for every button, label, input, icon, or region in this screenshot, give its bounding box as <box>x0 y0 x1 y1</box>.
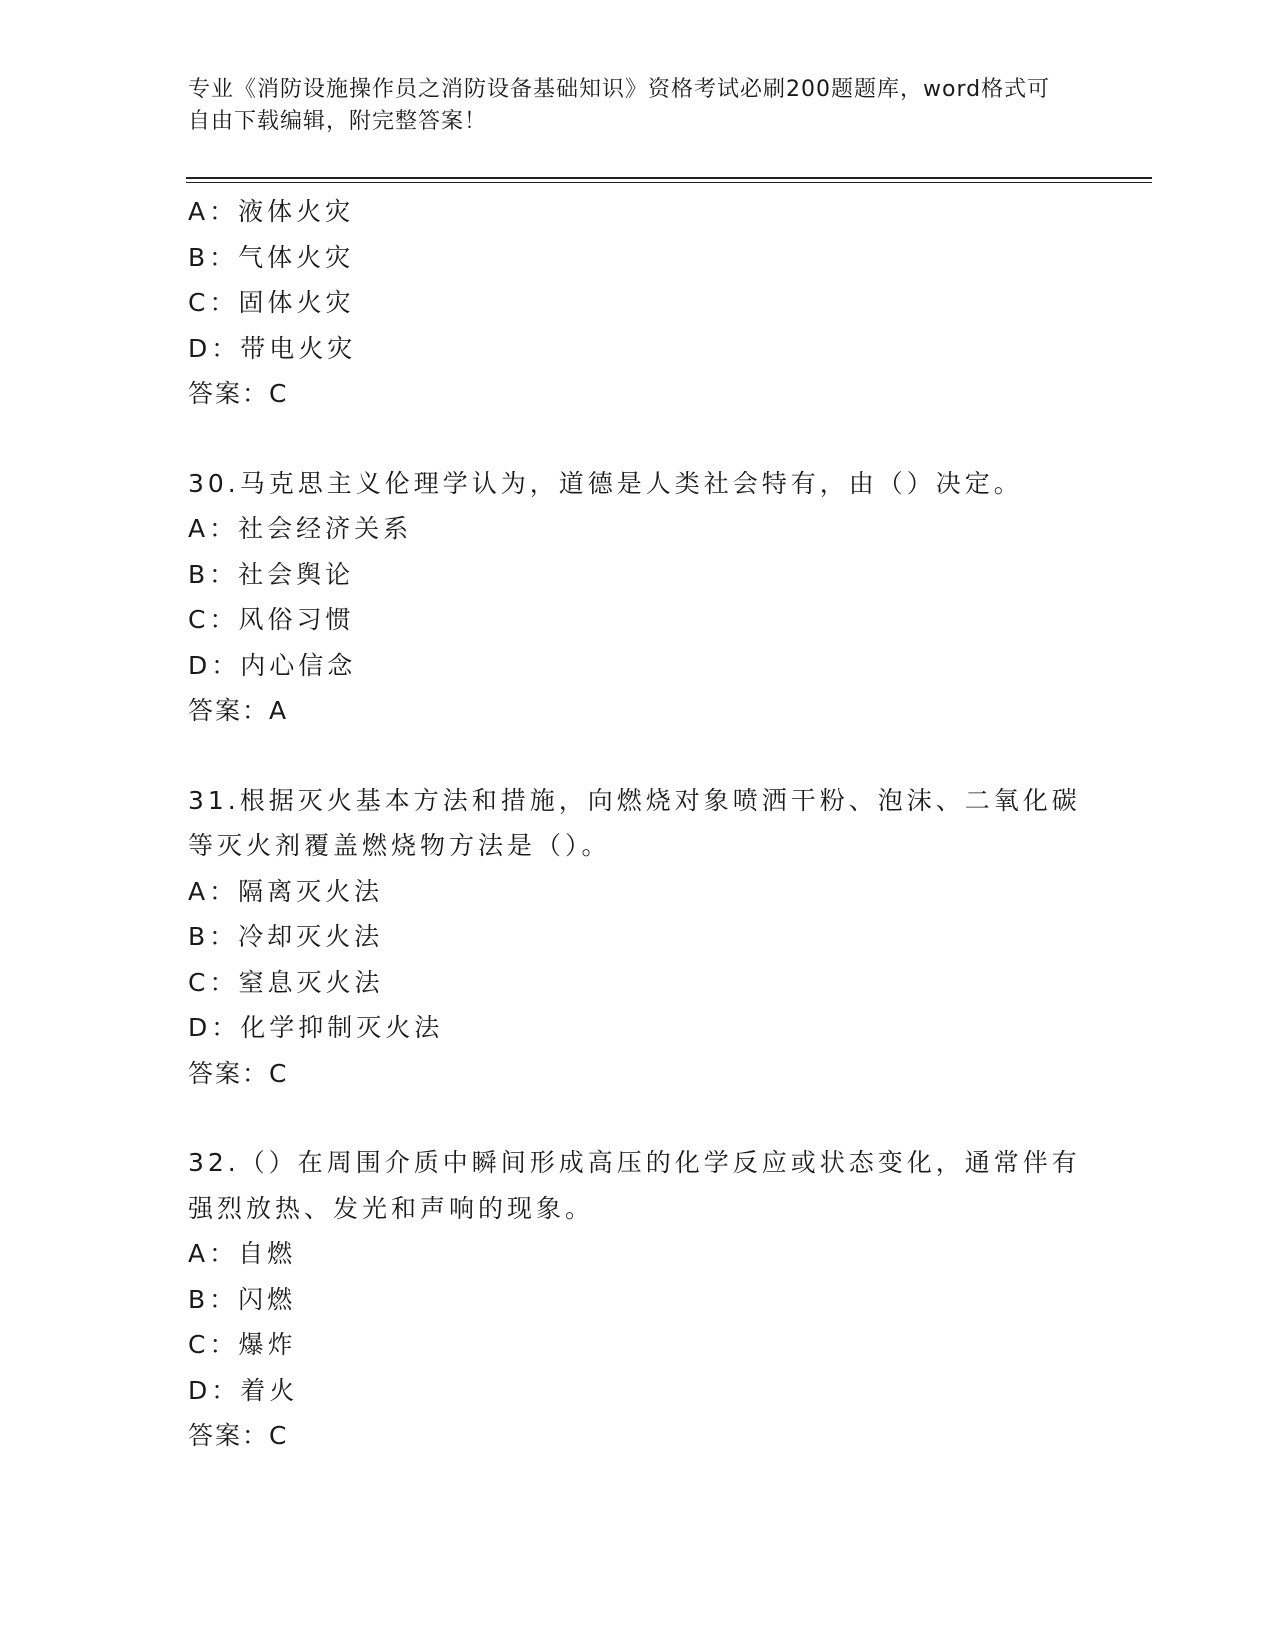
header-rule-thin <box>186 182 1152 183</box>
option-c: C：风俗习惯 <box>188 605 355 634</box>
option-b: B：闪燃 <box>188 1284 297 1314</box>
question-text: 30.马克思主义伦理学认为，道德是人类社会特有，由（）决定。 <box>188 468 1023 498</box>
answer: 答案：C <box>188 379 289 408</box>
question-32 <box>188 1140 1088 1459</box>
question-list <box>188 189 1088 1459</box>
option-a: A：液体火灾 <box>188 197 355 226</box>
document-header: 专业《消防设施操作员之消防设备基础知识》资格考试必刷200题题库，word格式可自由下载编辑，附完整答案！ <box>188 77 1051 134</box>
answer: 答案：C <box>188 1421 289 1450</box>
question-text: 31.根据灭火基本方法和措施，向燃烧对象喷洒干粉、泡沫、二氧化碳等灭火剂覆盖燃烧物方法是（）。 <box>188 785 1081 860</box>
option-b: B：冷却灭火法 <box>188 922 384 951</box>
option-c: C：窒息灭火法 <box>188 967 384 997</box>
header-rule-thick <box>186 177 1152 179</box>
question-31 <box>188 778 1088 1097</box>
option-d: D：化学抑制灭火法 <box>188 1013 444 1042</box>
answer: 答案：C <box>188 1058 289 1088</box>
option-a: A：隔离灭火法 <box>188 876 384 906</box>
option-b: B：社会舆论 <box>188 559 355 589</box>
question-text: 32.（）在周围介质中瞬间形成高压的化学反应或状态变化，通常伴有强烈放热、发光和声响的现象。 <box>188 1148 1081 1223</box>
question-30 <box>188 461 1088 734</box>
option-d: D：着火 <box>188 1375 299 1405</box>
option-d: D：带电火灾 <box>188 333 357 363</box>
question-29-continued <box>188 189 1088 417</box>
option-c: C：固体火灾 <box>188 288 355 317</box>
option-b: B：气体火灾 <box>188 242 355 272</box>
option-a: A：自燃 <box>188 1239 297 1268</box>
answer: 答案：A <box>188 696 289 725</box>
option-a: A：社会经济关系 <box>188 514 413 543</box>
option-d: D：内心信念 <box>188 650 357 680</box>
option-c: C：爆炸 <box>188 1330 297 1359</box>
